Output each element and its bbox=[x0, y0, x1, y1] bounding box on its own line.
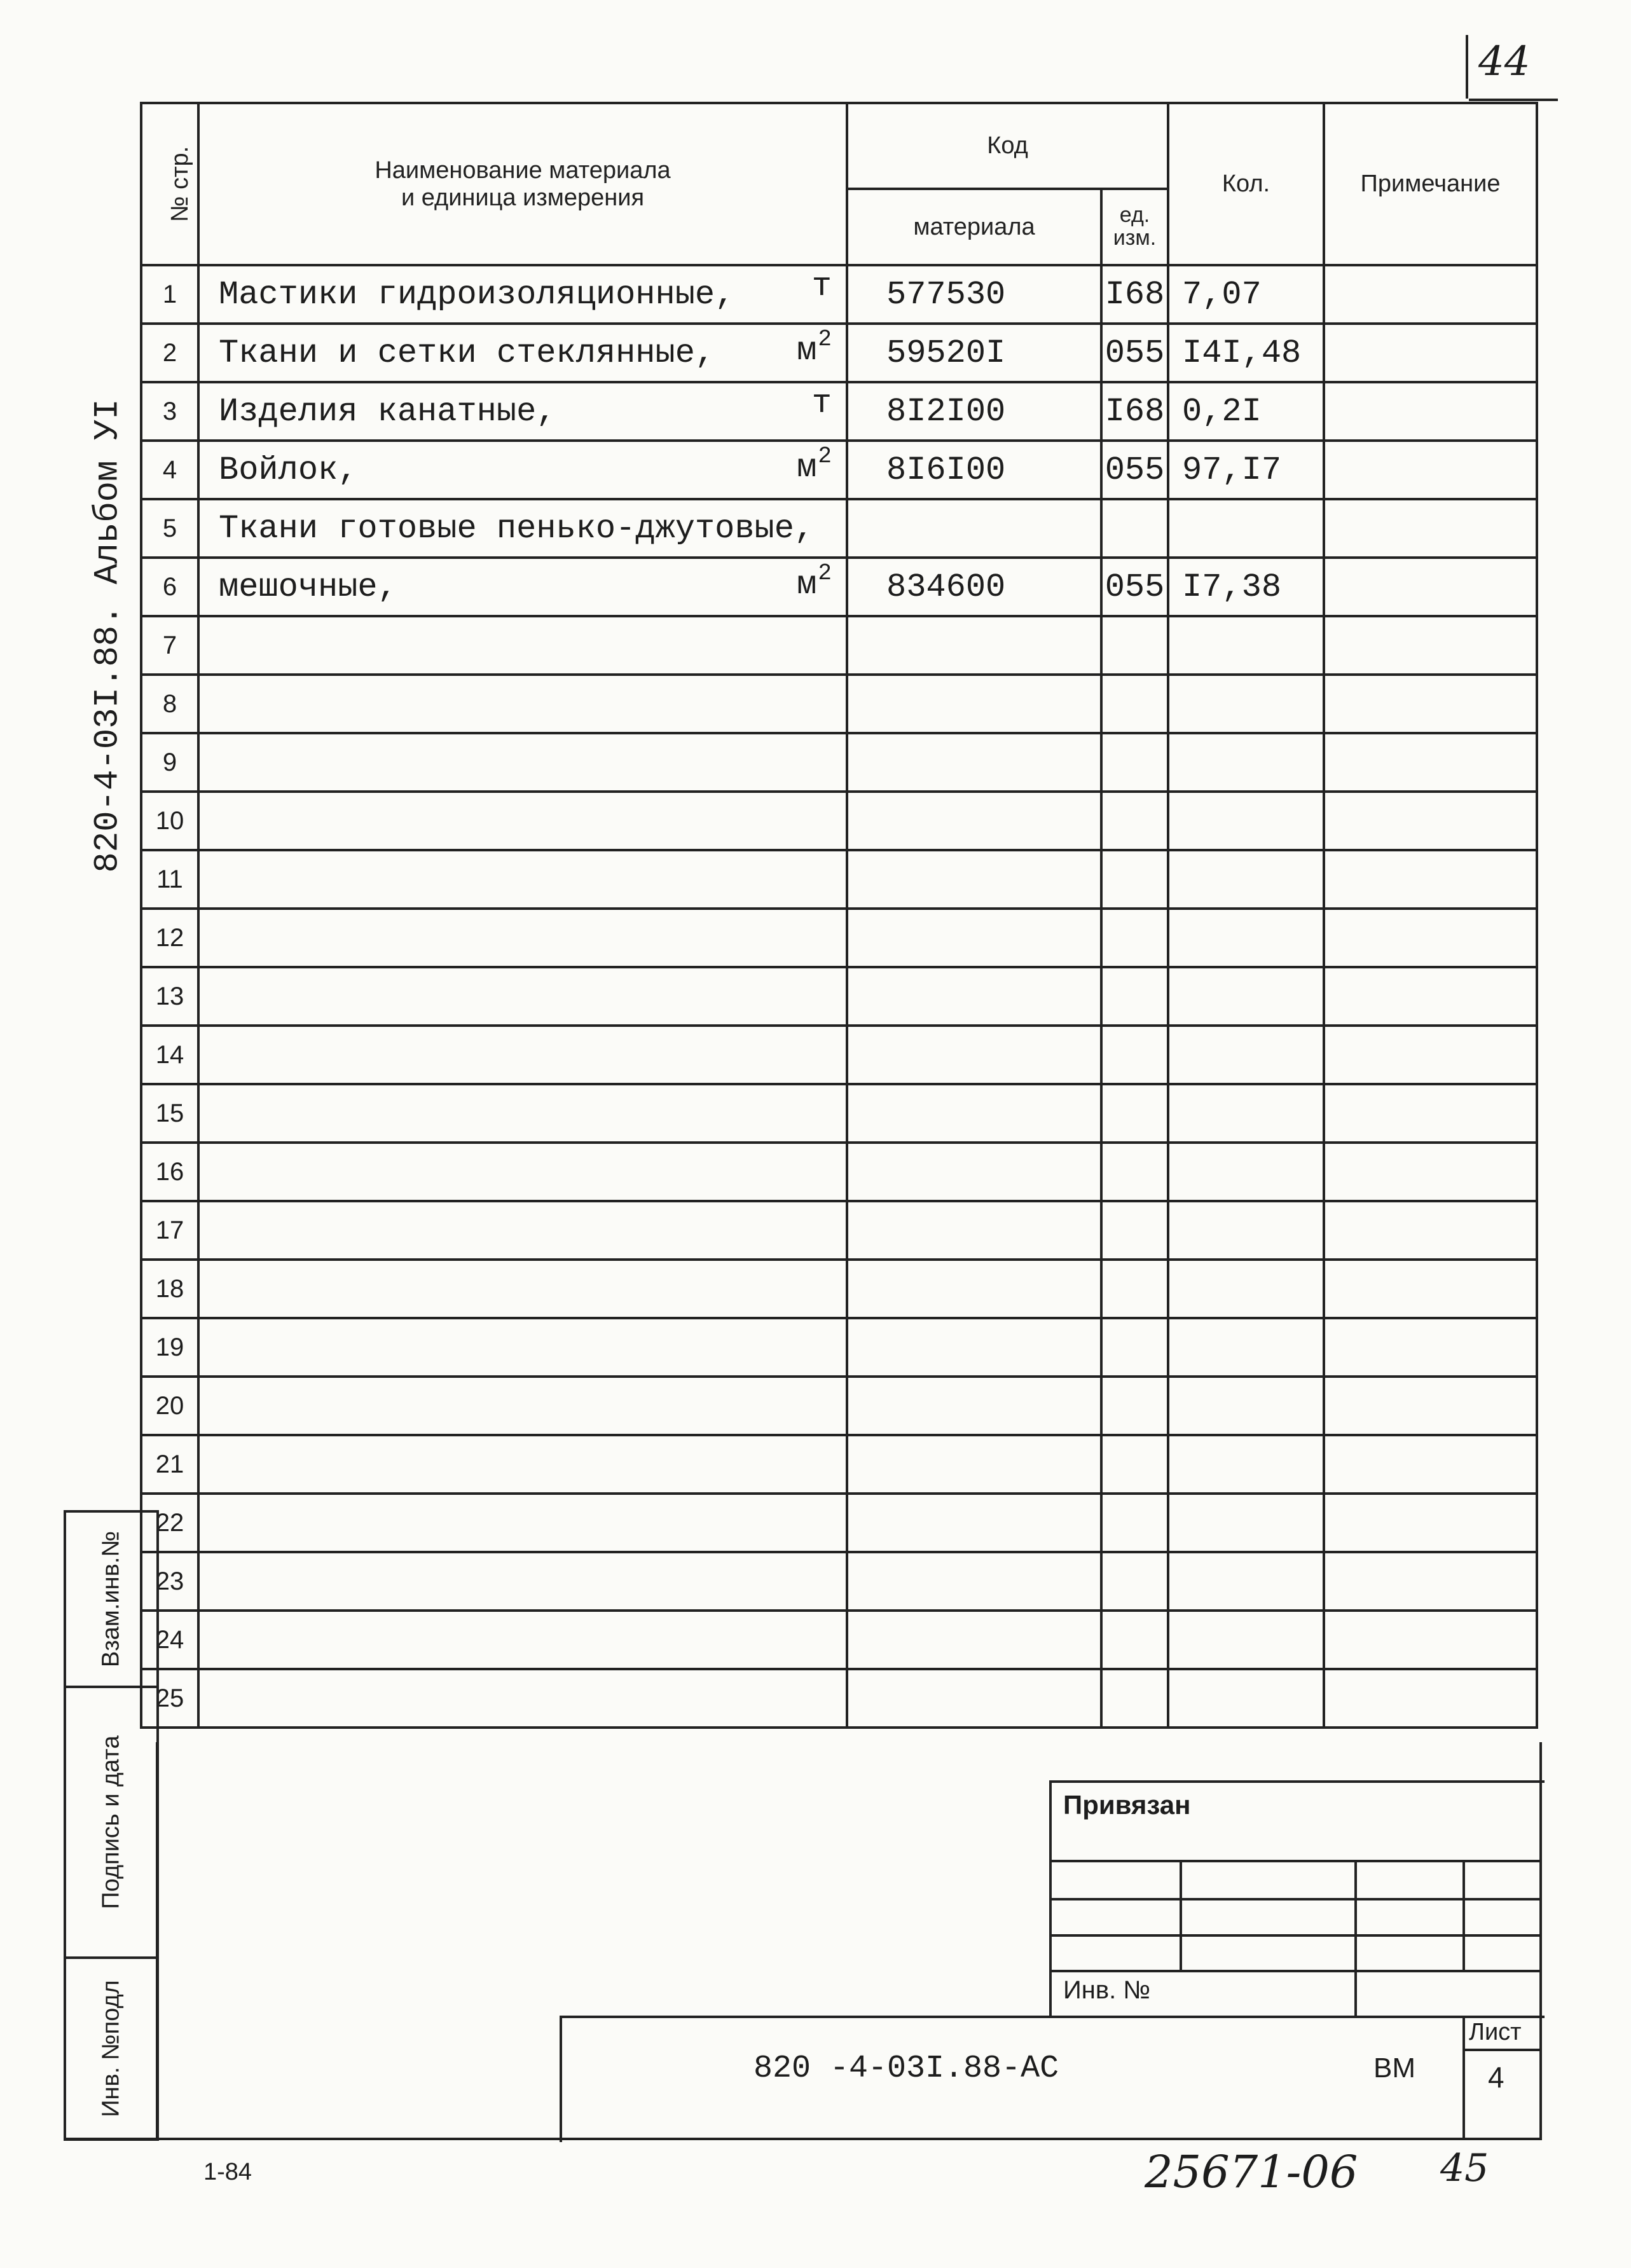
material-unit: $м^2$ bbox=[797, 560, 832, 603]
material-code bbox=[847, 1669, 1101, 1728]
material-name bbox=[198, 909, 847, 967]
quantity bbox=[1168, 1201, 1324, 1260]
material-name-text: мешочные, bbox=[219, 568, 397, 606]
note bbox=[1324, 441, 1537, 499]
unit-code bbox=[1101, 850, 1168, 909]
doc-mark: ВМ bbox=[1373, 2052, 1415, 2084]
material-name bbox=[198, 675, 847, 733]
quantity: 7,07 bbox=[1168, 265, 1324, 324]
unit-code bbox=[1101, 616, 1168, 675]
material-name-text: Ткани и сетки стеклянные, bbox=[219, 334, 715, 372]
unit-code bbox=[1101, 909, 1168, 967]
table-row bbox=[141, 1260, 1537, 1318]
material-code bbox=[847, 1201, 1101, 1260]
material-code bbox=[847, 1318, 1101, 1377]
quantity bbox=[1168, 1143, 1324, 1201]
binding-rule-3 bbox=[1049, 1934, 1542, 1937]
header-row-number: № стр. bbox=[141, 103, 198, 265]
quantity: 97,I7 bbox=[1168, 441, 1324, 499]
note bbox=[1324, 382, 1537, 441]
stamp-inv-orig: Инв. №подл bbox=[64, 1956, 159, 2141]
table-row bbox=[141, 1318, 1537, 1377]
note bbox=[1324, 1260, 1537, 1318]
unit-code bbox=[1101, 1026, 1168, 1084]
quantity bbox=[1168, 1435, 1324, 1494]
table-body bbox=[141, 265, 1537, 1728]
material-code bbox=[847, 850, 1101, 909]
table-row bbox=[141, 850, 1537, 909]
quantity bbox=[1168, 850, 1324, 909]
binding-rule-4 bbox=[1049, 1970, 1542, 1972]
unit-superscript: 2 bbox=[818, 326, 832, 352]
table-row bbox=[141, 792, 1537, 850]
quantity bbox=[1168, 1669, 1324, 1728]
note bbox=[1324, 1084, 1537, 1143]
unit-code bbox=[1101, 1435, 1168, 1494]
unit-code: 055 bbox=[1101, 558, 1168, 616]
binding-divider-1 bbox=[1180, 1860, 1182, 1970]
unit-code bbox=[1101, 733, 1168, 792]
note bbox=[1324, 1377, 1537, 1435]
unit-code bbox=[1101, 1260, 1168, 1318]
material-name bbox=[198, 850, 847, 909]
note bbox=[1324, 265, 1537, 324]
row-number: 2 bbox=[141, 324, 198, 382]
sheet-number: 4 bbox=[1488, 2061, 1504, 2094]
row-number: 9 bbox=[141, 733, 198, 792]
quantity bbox=[1168, 1084, 1324, 1143]
note bbox=[1324, 675, 1537, 733]
row-number: 23 bbox=[141, 1552, 198, 1611]
material-name bbox=[198, 499, 847, 558]
binding-divider-2 bbox=[1354, 1860, 1357, 2016]
table-row bbox=[141, 1084, 1537, 1143]
table-row bbox=[141, 1552, 1537, 1611]
material-code: 834600 bbox=[847, 558, 1101, 616]
quantity bbox=[1168, 675, 1324, 733]
material-name-text: Мастики гидроизоляционные, bbox=[219, 275, 735, 313]
material-unit: $м^2$ bbox=[797, 326, 832, 369]
quantity bbox=[1168, 909, 1324, 967]
page-handwritten: 45 bbox=[1440, 2146, 1489, 2190]
row-number: 17 bbox=[141, 1201, 198, 1260]
note bbox=[1324, 967, 1537, 1026]
side-title-text: 820-4-03I.88. Альбом УI bbox=[88, 399, 128, 873]
row-number: 19 bbox=[141, 1318, 198, 1377]
binding-inv-label: Инв. № bbox=[1063, 1976, 1151, 2004]
note bbox=[1324, 850, 1537, 909]
row-number: 5 bbox=[141, 499, 198, 558]
row-number: 10 bbox=[141, 792, 198, 850]
material-name bbox=[198, 1377, 847, 1435]
material-name bbox=[198, 441, 847, 499]
material-code: 577530 bbox=[847, 265, 1101, 324]
material-name-text: Ткани готовые пенько-джутовые, bbox=[219, 509, 815, 547]
unit-code bbox=[1101, 967, 1168, 1026]
row-number: 3 bbox=[141, 382, 198, 441]
material-name bbox=[198, 1201, 847, 1260]
side-title bbox=[76, 388, 140, 884]
note bbox=[1324, 1669, 1537, 1728]
row-number: 20 bbox=[141, 1377, 198, 1435]
note bbox=[1324, 792, 1537, 850]
note bbox=[1324, 733, 1537, 792]
unit-code bbox=[1101, 499, 1168, 558]
table-row bbox=[141, 324, 1537, 382]
unit-code: I68 bbox=[1101, 265, 1168, 324]
row-number: 22 bbox=[141, 1494, 198, 1552]
page-number-divider bbox=[1466, 35, 1468, 99]
unit-code bbox=[1101, 1143, 1168, 1201]
material-name bbox=[198, 382, 847, 441]
stamp-sign-date: Подпись и дата bbox=[64, 1686, 159, 1959]
note bbox=[1324, 616, 1537, 675]
row-number: 14 bbox=[141, 1026, 198, 1084]
material-name bbox=[198, 1669, 847, 1728]
material-name bbox=[198, 1260, 847, 1318]
material-code bbox=[847, 1084, 1101, 1143]
table-row bbox=[141, 265, 1537, 324]
material-spec-table bbox=[140, 102, 1538, 1729]
table-row bbox=[141, 1143, 1537, 1201]
table-row bbox=[141, 382, 1537, 441]
table-row bbox=[141, 733, 1537, 792]
material-name bbox=[198, 1026, 847, 1084]
unit-code: 055 bbox=[1101, 441, 1168, 499]
material-name bbox=[198, 967, 847, 1026]
material-code bbox=[847, 1494, 1101, 1552]
material-name bbox=[198, 265, 847, 324]
page-number: 44 bbox=[1478, 38, 1531, 85]
doc-code: 820 -4-03I.88-АС bbox=[754, 2051, 1059, 2087]
note bbox=[1324, 1494, 1537, 1552]
table-row bbox=[141, 616, 1537, 675]
binding-divider-3 bbox=[1462, 1860, 1465, 1970]
unit-code: I68 bbox=[1101, 382, 1168, 441]
unit-code bbox=[1101, 1552, 1168, 1611]
quantity bbox=[1168, 967, 1324, 1026]
material-code bbox=[847, 1552, 1101, 1611]
table-row bbox=[141, 1201, 1537, 1260]
binding-title: Привязан bbox=[1063, 1790, 1191, 1820]
table-row bbox=[141, 1669, 1537, 1728]
header-note: Примечание bbox=[1324, 103, 1537, 265]
note bbox=[1324, 1611, 1537, 1669]
quantity: I4I,48 bbox=[1168, 324, 1324, 382]
quantity bbox=[1168, 1260, 1324, 1318]
quantity bbox=[1168, 1377, 1324, 1435]
header-code-unit: ед. изм. bbox=[1101, 189, 1168, 265]
stamp-inv-replace: Взам.инв.№ bbox=[64, 1510, 159, 1688]
unit-code bbox=[1101, 1377, 1168, 1435]
note bbox=[1324, 324, 1537, 382]
unit-code bbox=[1101, 1611, 1168, 1669]
unit-code bbox=[1101, 1669, 1168, 1728]
unit-code bbox=[1101, 1084, 1168, 1143]
quantity bbox=[1168, 616, 1324, 675]
material-name bbox=[198, 1611, 847, 1669]
row-number: 24 bbox=[141, 1611, 198, 1669]
material-name bbox=[198, 1435, 847, 1494]
material-name-text: Изделия канатные, bbox=[219, 392, 556, 430]
material-code bbox=[847, 616, 1101, 675]
quantity bbox=[1168, 733, 1324, 792]
table-row bbox=[141, 1494, 1537, 1552]
header-material-name: Наименование материала и единица измерения bbox=[198, 103, 847, 265]
quantity bbox=[1168, 1318, 1324, 1377]
table-row bbox=[141, 909, 1537, 967]
material-code bbox=[847, 499, 1101, 558]
material-name bbox=[198, 1318, 847, 1377]
material-unit: т bbox=[811, 268, 832, 305]
material-name bbox=[198, 1552, 847, 1611]
note bbox=[1324, 1552, 1537, 1611]
table-row bbox=[141, 558, 1537, 616]
quantity bbox=[1168, 1494, 1324, 1552]
table-row bbox=[141, 1026, 1537, 1084]
material-name bbox=[198, 792, 847, 850]
row-number: 25 bbox=[141, 1669, 198, 1728]
table-row bbox=[141, 967, 1537, 1026]
material-code: 8I6I00 bbox=[847, 441, 1101, 499]
material-code bbox=[847, 1143, 1101, 1201]
material-name bbox=[198, 558, 847, 616]
material-code bbox=[847, 909, 1101, 967]
quantity bbox=[1168, 1552, 1324, 1611]
note bbox=[1324, 499, 1537, 558]
binding-rule-1 bbox=[1049, 1860, 1542, 1862]
note bbox=[1324, 558, 1537, 616]
sheet-rule bbox=[1462, 2049, 1542, 2051]
note bbox=[1324, 909, 1537, 967]
quantity: I7,38 bbox=[1168, 558, 1324, 616]
material-name bbox=[198, 1084, 847, 1143]
material-code bbox=[847, 792, 1101, 850]
row-number: 13 bbox=[141, 967, 198, 1026]
table-row bbox=[141, 1377, 1537, 1435]
row-number: 7 bbox=[141, 616, 198, 675]
note bbox=[1324, 1318, 1537, 1377]
table-row bbox=[141, 441, 1537, 499]
material-code: 8I2I00 bbox=[847, 382, 1101, 441]
unit-code bbox=[1101, 792, 1168, 850]
row-number: 12 bbox=[141, 909, 198, 967]
sheet-divider bbox=[1462, 2016, 1465, 2140]
material-unit: $м^2$ bbox=[797, 443, 832, 486]
unit-superscript: 2 bbox=[818, 560, 832, 586]
material-name-text: Войлок, bbox=[219, 451, 358, 489]
row-number: 4 bbox=[141, 441, 198, 499]
binding-rule-2 bbox=[1049, 1898, 1542, 1900]
unit-code bbox=[1101, 1494, 1168, 1552]
material-code: 59520I bbox=[847, 324, 1101, 382]
table-row bbox=[141, 1611, 1537, 1669]
material-name bbox=[198, 324, 847, 382]
unit-superscript: 2 bbox=[818, 443, 832, 469]
material-unit: т bbox=[811, 385, 832, 422]
note bbox=[1324, 1201, 1537, 1260]
row-number: 18 bbox=[141, 1260, 198, 1318]
table-row bbox=[141, 1435, 1537, 1494]
header-code: Код bbox=[847, 103, 1168, 189]
quantity bbox=[1168, 499, 1324, 558]
material-code bbox=[847, 1377, 1101, 1435]
header-quantity: Кол. bbox=[1168, 103, 1324, 265]
quantity bbox=[1168, 1026, 1324, 1084]
material-code bbox=[847, 1026, 1101, 1084]
row-number: 1 bbox=[141, 265, 198, 324]
material-code bbox=[847, 675, 1101, 733]
unit-code: 055 bbox=[1101, 324, 1168, 382]
material-name bbox=[198, 733, 847, 792]
row-number: 15 bbox=[141, 1084, 198, 1143]
material-code bbox=[847, 733, 1101, 792]
material-code bbox=[847, 1260, 1101, 1318]
quantity: 0,2I bbox=[1168, 382, 1324, 441]
note bbox=[1324, 1143, 1537, 1201]
row-number: 21 bbox=[141, 1435, 198, 1494]
archive-number: 25671-06 bbox=[1145, 2146, 1358, 2198]
row-number: 8 bbox=[141, 675, 198, 733]
top-rule bbox=[1469, 99, 1558, 101]
quantity bbox=[1168, 792, 1324, 850]
material-code bbox=[847, 1611, 1101, 1669]
unit-code bbox=[1101, 1201, 1168, 1260]
row-number: 11 bbox=[141, 850, 198, 909]
format-label: 1-84 bbox=[203, 2159, 252, 2185]
sheet-label: Лист bbox=[1469, 2019, 1522, 2045]
table-row bbox=[141, 499, 1537, 558]
table-row bbox=[141, 675, 1537, 733]
material-name bbox=[198, 1494, 847, 1552]
material-name bbox=[198, 1143, 847, 1201]
quantity bbox=[1168, 1611, 1324, 1669]
material-code bbox=[847, 1435, 1101, 1494]
material-name bbox=[198, 616, 847, 675]
note bbox=[1324, 1435, 1537, 1494]
note bbox=[1324, 1026, 1537, 1084]
row-number: 16 bbox=[141, 1143, 198, 1201]
row-number: 6 bbox=[141, 558, 198, 616]
unit-code bbox=[1101, 675, 1168, 733]
unit-code bbox=[1101, 1318, 1168, 1377]
material-code bbox=[847, 967, 1101, 1026]
header-code-material: материала bbox=[847, 189, 1101, 265]
